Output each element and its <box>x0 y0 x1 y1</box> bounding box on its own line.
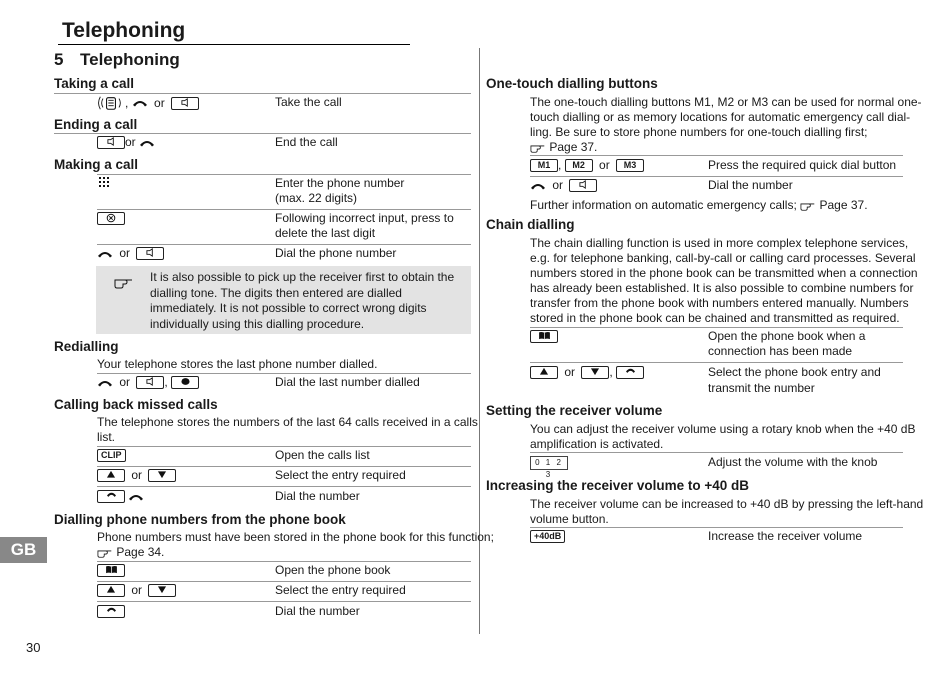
arrow-keys: or <box>97 468 176 483</box>
redial-desc: Dial the last number dialled <box>275 375 420 389</box>
making-row-desc: Dial the phone number <box>275 246 397 260</box>
taking-call-desc: Take the call <box>275 95 342 109</box>
redialling-intro: Your telephone stores the last phone number dialled. <box>97 357 378 371</box>
dial-key <box>616 366 644 379</box>
chain-intro: has already been established. It is also possible to combine numbers for <box>530 281 914 295</box>
phonebook-row-desc: Select the entry required <box>275 583 406 597</box>
down-key <box>148 584 176 597</box>
phonebook-heading: Dialling phone numbers from the phone book <box>54 512 346 527</box>
chain-intro: The chain dialling function is used in more complex telephone services, <box>530 236 909 250</box>
divider <box>97 244 471 245</box>
onetouch-row-desc: Press the required quick dial button <box>708 158 897 172</box>
onetouch-intro: ling. Be sure to store phone numbers for one-touch dialling first; <box>530 125 868 139</box>
note-text: It is also possible to pick up the receiver first to obtain the dialling tone. The digits then entered are dialled immediately. It is not possible to correct wrong digits individually using this dialling procedure. <box>150 270 455 331</box>
phonebook-key <box>530 329 558 344</box>
divider <box>530 327 903 328</box>
divider <box>97 209 471 210</box>
up-key <box>97 584 125 597</box>
divider <box>54 93 471 94</box>
redialling-heading: Redialling <box>54 339 119 354</box>
down-key <box>148 469 176 482</box>
divider <box>97 373 471 374</box>
increase-desc: Increase the receiver volume <box>708 529 863 543</box>
increase-intro: volume button. <box>530 512 609 526</box>
arrow-keys: or <box>97 583 176 598</box>
language-tab: GB <box>0 537 47 563</box>
chapter-heading <box>54 49 180 71</box>
taking-call-keys: , or <box>97 95 199 111</box>
up-key <box>530 366 558 379</box>
increase-heading: Increasing the receiver volume to +40 dB <box>486 478 749 493</box>
making-row-desc: (max. 22 digits) <box>275 191 358 205</box>
missed-row-desc: Open the calls list <box>275 448 370 462</box>
onetouch-heading: One-touch dialling buttons <box>486 76 658 91</box>
making-row-desc: Enter the phone number <box>275 176 405 190</box>
onetouch-further: Further information on automatic emergency calls; Page 37. <box>530 198 868 212</box>
chain-heading: Chain dialling <box>486 217 575 232</box>
pointing-hand-icon <box>97 547 113 558</box>
speaker-key <box>97 136 125 149</box>
onetouch-intro: The one-touch dialling buttons M1, M2 or M3 can be used for normal one- <box>530 95 922 109</box>
divider <box>97 466 471 467</box>
handset-icon <box>139 138 155 148</box>
chain-row-desc: connection has been made <box>708 344 853 358</box>
onetouch-intro: touch dialling or as memory locations for automatic emergency call dial- <box>530 110 911 124</box>
missed-row-desc: Select the entry required <box>275 468 406 482</box>
taking-call-heading: Taking a call <box>54 76 135 91</box>
divider <box>97 174 471 175</box>
making-row-desc: Following incorrect input, press to <box>275 211 454 225</box>
divider <box>530 155 903 156</box>
handset-icon <box>132 98 148 108</box>
dial-keys: or <box>530 178 597 193</box>
divider <box>97 446 471 447</box>
making-call-heading: Making a call <box>54 157 139 172</box>
divider <box>97 581 471 582</box>
chain-intro: transfer from the phone book with numbers entered manually. Numbers <box>530 296 909 310</box>
ending-call-heading: Ending a call <box>54 117 138 132</box>
pointing-hand-icon <box>530 142 546 153</box>
volume-desc: Adjust the volume with the knob <box>708 455 878 469</box>
phonebook-ref: Page 34. <box>97 545 164 560</box>
divider <box>530 362 903 363</box>
quick-dial-keys: M1 , M2 or M3 <box>530 158 644 173</box>
dial-keys: or <box>97 246 164 261</box>
making-row-desc: delete the last digit <box>275 226 376 240</box>
phonebook-intro: Phone numbers must have been stored in the phone book for this function; <box>97 530 494 544</box>
speaker-key <box>136 247 164 260</box>
handset-icon <box>128 492 144 502</box>
chain-row-desc: transmit the number <box>708 381 815 395</box>
ending-call-keys: or <box>97 135 155 150</box>
divider <box>97 601 471 602</box>
divider <box>97 561 471 562</box>
phonebook-row-desc: Open the phone book <box>275 563 391 577</box>
chapter-title: Telephoning <box>80 50 180 69</box>
chain-intro: e.g. for telephone banking, call-by-call or calling card processes. Several <box>530 251 916 265</box>
handset-icon <box>530 181 546 191</box>
dial-key <box>97 604 125 619</box>
column-divider <box>479 48 480 634</box>
volume-heading: Setting the receiver volume <box>486 403 663 418</box>
chapter-number: 5 <box>54 50 64 69</box>
missed-intro: list. <box>97 430 115 444</box>
plus40-key: +40dB <box>530 529 565 544</box>
speaker-key <box>569 179 597 192</box>
chain-row-desc: Open the phone book when a <box>708 329 866 343</box>
clip-key: CLIP <box>97 448 126 463</box>
volume-intro: You can adjust the receiver volume using a rotary knob when the +40 dB <box>530 422 916 436</box>
chain-row-desc: Select the phone book entry and <box>708 365 881 379</box>
keypad-icon <box>98 175 110 195</box>
phonebook-row-desc: Dial the number <box>275 604 360 618</box>
ringer-icon <box>97 95 125 111</box>
increase-intro: The receiver volume can be increased to +40 dB by pressing the left-hand <box>530 497 924 511</box>
phonebook-key <box>97 563 125 578</box>
speaker-key <box>136 376 164 389</box>
up-key <box>97 469 125 482</box>
handset-icon <box>97 249 113 259</box>
redial-key <box>171 376 199 389</box>
page-title: Telephoning <box>62 19 186 42</box>
m2-key: M2 <box>565 159 593 172</box>
divider <box>54 133 471 134</box>
missed-intro: The telephone stores the numbers of the last 64 calls received in a calls <box>97 415 478 429</box>
divider <box>97 486 471 487</box>
missed-calls-heading: Calling back missed calls <box>54 397 218 412</box>
ending-call-desc: End the call <box>275 135 338 149</box>
volume-intro: amplification is activated. <box>530 437 664 451</box>
m1-key: M1 <box>530 159 558 172</box>
divider <box>530 176 903 177</box>
redial-keys: or , <box>97 375 199 390</box>
chain-select-keys: or , <box>530 365 644 380</box>
title-rule <box>58 44 410 45</box>
pointing-hand-icon <box>114 275 134 292</box>
handset-icon <box>97 378 113 388</box>
volume-knob-scale: 0 1 2 3 <box>530 455 568 470</box>
dial-key <box>97 490 125 503</box>
chain-intro: numbers stored in the phone book can be transmitted when a connection <box>530 266 918 280</box>
onetouch-row-desc: Dial the number <box>708 178 793 192</box>
clear-key <box>97 211 125 226</box>
divider <box>530 452 903 453</box>
page-number: 30 <box>26 640 41 655</box>
chain-intro: stored in the phone book can be chained and transmitted as required. <box>530 311 900 325</box>
speaker-key <box>171 97 199 110</box>
onetouch-ref: Page 37. <box>530 140 597 155</box>
divider <box>530 527 903 528</box>
pointing-hand-icon <box>800 200 816 211</box>
missed-row-desc: Dial the number <box>275 489 360 503</box>
dial-number-keys <box>97 489 144 504</box>
m3-key: M3 <box>616 159 644 172</box>
down-key <box>581 366 609 379</box>
